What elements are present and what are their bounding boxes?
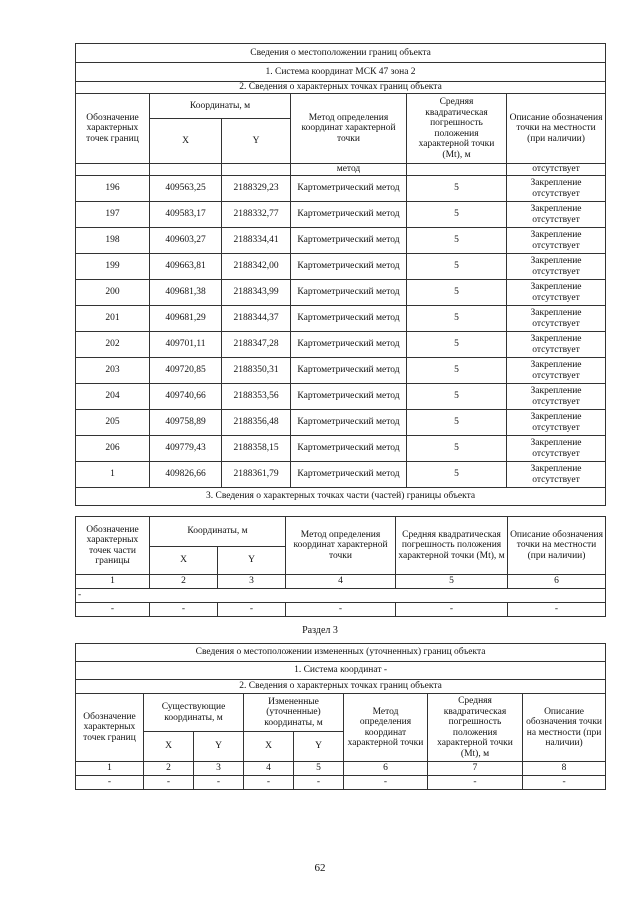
s3-header-existing: Существующие координаты, м: [144, 694, 244, 732]
parts-empty: -: [218, 603, 286, 617]
point-x: 409779,43: [150, 436, 222, 462]
parts-header-x: X: [150, 547, 218, 575]
s3-empty: -: [144, 776, 194, 790]
s3-header-method: Метод определения координат характерной точки: [344, 694, 428, 762]
parts-number: 5: [396, 575, 508, 589]
point-error: 5: [407, 176, 507, 202]
s3-empty: -: [523, 776, 606, 790]
point-method: Картометрический метод: [291, 228, 407, 254]
parts-number: 6: [508, 575, 606, 589]
parts-number: 4: [286, 575, 396, 589]
point-description: Закрепление отсутствует: [507, 228, 606, 254]
s3-number: 2: [144, 762, 194, 776]
s3-header-x: X: [244, 732, 294, 762]
point-description: Закрепление отсутствует: [507, 280, 606, 306]
boundary-table: [75, 43, 606, 506]
s3-number: 7: [428, 762, 523, 776]
point-number: 200: [76, 280, 150, 306]
point-y: 2188361,79: [222, 462, 291, 488]
s3-header-description: Описание обозначения точки на местности (при наличии): [523, 694, 606, 762]
point-x: 409681,29: [150, 306, 222, 332]
point-x: 409603,27: [150, 228, 222, 254]
coordinate-system: 1. Система координат МСК 47 зона 2: [76, 63, 606, 82]
header-x: X: [150, 119, 222, 164]
table-row: [76, 280, 606, 306]
point-method: Картометрический метод: [291, 462, 407, 488]
header-method: Метод определения координат характерной точки: [291, 94, 407, 164]
point-description: Закрепление отсутствует: [507, 202, 606, 228]
parts-number: 1: [76, 575, 150, 589]
point-description: Закрепление отсутствует: [507, 358, 606, 384]
parts-header-coords: Координаты, м: [150, 517, 286, 547]
s3-empty: -: [194, 776, 244, 790]
parts-number: 2: [150, 575, 218, 589]
s3-empty: -: [76, 776, 144, 790]
point-y: 2188356,48: [222, 410, 291, 436]
point-error: 5: [407, 306, 507, 332]
point-y: 2188344,37: [222, 306, 291, 332]
point-number: 202: [76, 332, 150, 358]
s3-empty: -: [428, 776, 523, 790]
point-error: 5: [407, 228, 507, 254]
parts-empty: -: [508, 603, 606, 617]
point-x: 409826,66: [150, 462, 222, 488]
point-method: Картометрический метод: [291, 202, 407, 228]
point-method: Картометрический метод: [291, 280, 407, 306]
s3-empty: -: [294, 776, 344, 790]
header-error: Средняя квадратическая погрешность положения характерной точки (Mt), м: [407, 94, 507, 164]
point-y: 2188332,77: [222, 202, 291, 228]
s3-header-y: Y: [294, 732, 344, 762]
point-x: 409758,89: [150, 410, 222, 436]
point-y: 2188334,41: [222, 228, 291, 254]
table-row: [76, 176, 606, 202]
table-row: [76, 462, 606, 488]
point-number: 201: [76, 306, 150, 332]
point-x: 409663,81: [150, 254, 222, 280]
section-title: Сведения о местоположении границ объекта: [76, 44, 606, 63]
table-row: [76, 410, 606, 436]
point-number: 203: [76, 358, 150, 384]
cont-cell: [222, 164, 291, 176]
point-method: Картометрический метод: [291, 358, 407, 384]
point-number: 204: [76, 384, 150, 410]
table-row: [76, 384, 606, 410]
point-y: 2188329,23: [222, 176, 291, 202]
table-row: [76, 228, 606, 254]
point-error: 5: [407, 410, 507, 436]
point-y: 2188358,15: [222, 436, 291, 462]
table-row: [76, 332, 606, 358]
changed-boundary-table: [75, 643, 606, 790]
s3-header-error: Средняя квадратическая погрешность положения характерной точки (Mt), м: [428, 694, 523, 762]
point-method: Картометрический метод: [291, 306, 407, 332]
parts-header-description: Описание обозначения точки на местности (при наличии): [508, 517, 606, 575]
point-description: Закрепление отсутствует: [507, 254, 606, 280]
point-error: 5: [407, 280, 507, 306]
point-description: Закрепление отсутствует: [507, 410, 606, 436]
s3-number: 3: [194, 762, 244, 776]
cont-cell: [150, 164, 222, 176]
point-number: 198: [76, 228, 150, 254]
point-method: Картометрический метод: [291, 410, 407, 436]
section-heading: Раздел 3: [302, 625, 338, 636]
cont-description: отсутствует: [507, 164, 606, 176]
point-description: Закрепление отсутствует: [507, 306, 606, 332]
s3-empty: -: [244, 776, 294, 790]
point-x: 409740,66: [150, 384, 222, 410]
section3-points-title: 2. Сведения о характерных точках границ объекта: [76, 680, 606, 694]
point-method: Картометрический метод: [291, 254, 407, 280]
point-method: Картометрический метод: [291, 436, 407, 462]
s3-number: 4: [244, 762, 294, 776]
point-x: 409563,25: [150, 176, 222, 202]
s3-header-x: X: [144, 732, 194, 762]
point-number: 197: [76, 202, 150, 228]
point-description: Закрепление отсутствует: [507, 384, 606, 410]
point-number: 196: [76, 176, 150, 202]
point-description: Закрепление отсутствует: [507, 462, 606, 488]
point-error: 5: [407, 358, 507, 384]
section3-title: Сведения о местоположении измененных (уточненных) границ объекта: [76, 644, 606, 662]
cont-cell: [76, 164, 150, 176]
parts-header-error: Средняя квадратическая погрешность положения характерной точки (Mt), м: [396, 517, 508, 575]
point-error: 5: [407, 332, 507, 358]
cont-method: метод: [291, 164, 407, 176]
s3-number: 8: [523, 762, 606, 776]
parts-header-designation: Обозначение характерных точек части границы: [76, 517, 150, 575]
points-title: 2. Сведения о характерных точках границ объекта: [76, 82, 606, 94]
point-x: 409681,38: [150, 280, 222, 306]
point-x: 409720,85: [150, 358, 222, 384]
point-y: 2188350,31: [222, 358, 291, 384]
point-method: Картометрический метод: [291, 332, 407, 358]
point-method: Картометрический метод: [291, 384, 407, 410]
parts-title: 3. Сведения о характерных точках части (частей) границы объекта: [76, 488, 606, 506]
s3-number: 1: [76, 762, 144, 776]
s3-number: 6: [344, 762, 428, 776]
table-row: [76, 306, 606, 332]
parts-header-method: Метод определения координат характерной точки: [286, 517, 396, 575]
point-description: Закрепление отсутствует: [507, 436, 606, 462]
parts-table: [75, 516, 606, 617]
point-number: 1: [76, 462, 150, 488]
point-error: 5: [407, 254, 507, 280]
point-y: 2188343,99: [222, 280, 291, 306]
point-y: 2188347,28: [222, 332, 291, 358]
point-error: 5: [407, 384, 507, 410]
point-x: 409583,17: [150, 202, 222, 228]
point-description: Закрепление отсутствует: [507, 332, 606, 358]
parts-empty: -: [76, 603, 150, 617]
cont-cell: [407, 164, 507, 176]
point-x: 409701,11: [150, 332, 222, 358]
point-y: 2188342,00: [222, 254, 291, 280]
header-coords: Координаты, м: [150, 94, 291, 119]
point-error: 5: [407, 202, 507, 228]
point-error: 5: [407, 462, 507, 488]
parts-empty: -: [150, 603, 218, 617]
s3-header-designation: Обозначение характерных точек границ: [76, 694, 144, 762]
header-description: Описание обозначения точки на местности (при наличии): [507, 94, 606, 164]
table-row: [76, 202, 606, 228]
parts-empty: -: [396, 603, 508, 617]
parts-dash-row: -: [76, 589, 606, 603]
point-error: 5: [407, 436, 507, 462]
point-number: 205: [76, 410, 150, 436]
s3-header-y: Y: [194, 732, 244, 762]
section3-system: 1. Система координат -: [76, 662, 606, 680]
point-method: Картометрический метод: [291, 176, 407, 202]
point-y: 2188353,56: [222, 384, 291, 410]
point-number: 206: [76, 436, 150, 462]
s3-empty: -: [344, 776, 428, 790]
page-number: 62: [314, 862, 326, 874]
header-y: Y: [222, 119, 291, 164]
s3-header-changed: Измененные (уточненные) координаты, м: [244, 694, 344, 732]
header-designation: Обозначение характерных точек границ: [76, 94, 150, 164]
point-number: 199: [76, 254, 150, 280]
parts-empty: -: [286, 603, 396, 617]
parts-number: 3: [218, 575, 286, 589]
table-row: [76, 358, 606, 384]
s3-number: 5: [294, 762, 344, 776]
point-description: Закрепление отсутствует: [507, 176, 606, 202]
table-row: [76, 436, 606, 462]
table-row: [76, 254, 606, 280]
parts-header-y: Y: [218, 547, 286, 575]
